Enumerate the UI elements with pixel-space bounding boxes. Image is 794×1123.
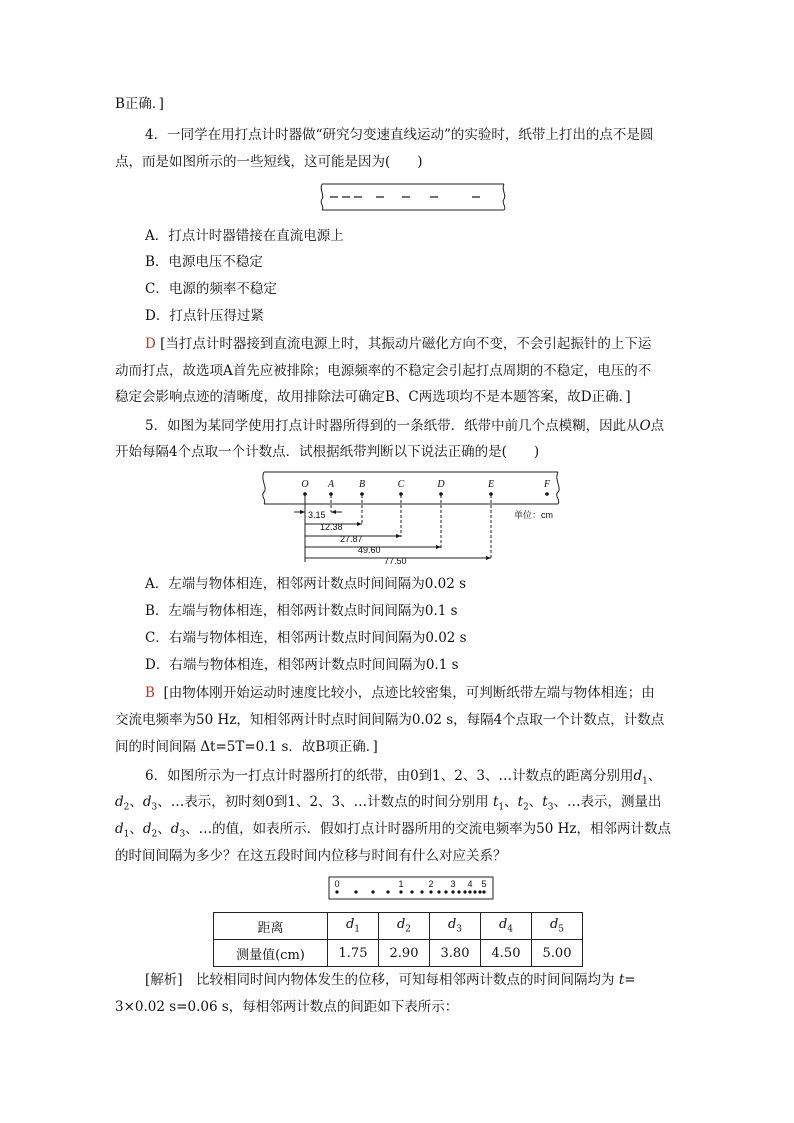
q4-option-c: C．电源的频率不稳定 [145, 281, 277, 297]
count-label-0: 0 [334, 879, 340, 889]
q5-option-c: C．右端与物体相连，相邻两计数点时间间隔为0.02 s [145, 630, 467, 646]
q4-answer-1: D [当打点计时器接到直流电源上时，其振动片磁化方向不变，不会引起振针的上下运 [145, 336, 652, 352]
q4-option-a: A．打点计时器错接在直流电源上 [145, 228, 344, 244]
point-label-C: C [397, 479, 405, 490]
q6-stem-3: $d_1$、$d_2$、$d_3$、…的值，如表所示．假如打点计时器所用的交流电频率为50 Hz，相邻两计数点 [115, 821, 672, 840]
q6-stem-4: 的时间间隔为多少？在这五段时间内位移与时间有什么对应关系？ [115, 848, 507, 864]
table-cell: $d_2$ [379, 913, 430, 940]
table-cell: $d_5$ [532, 913, 583, 940]
distance-label-OA: 3.15 [308, 510, 326, 520]
continuation-line: B正确．] [115, 96, 164, 112]
point-label-E: E [487, 479, 495, 490]
q4-answer-2: 动而打点，故选项A首先应被排除；电源频率的不稳定会引起打点周期的不稳定，电压的不 [115, 363, 652, 379]
q5-option-b: B．左端与物体相连，相邻两计数点时间间隔为0.1 s [145, 603, 458, 619]
point-label-F: F [543, 479, 551, 490]
q6-tape-figure [328, 876, 494, 900]
distance-label-OC: 27.87 [340, 534, 363, 544]
q4-answer-3: 稳定会影响点迹的清晰度，故用排除法可确定B、C两选项均不是本题答案，故D正确．] [115, 389, 631, 405]
q4-option-b: B．电源电压不稳定 [145, 254, 263, 270]
table-cell: 5.00 [532, 940, 583, 967]
point-label-O: O [301, 479, 309, 490]
distance-label-OB: 12.38 [320, 522, 343, 532]
q5-answer-1: B [由物体刚开始运动时速度比较小，点迹比较密集，可判断纸带左端与物体相连；由 [145, 685, 655, 701]
table-cell: 4.50 [481, 940, 532, 967]
q4-answer-letter: D [145, 336, 156, 352]
table-cell: $d_4$ [481, 913, 532, 940]
table-header-cell: 测量值(cm) [214, 940, 328, 967]
q5-option-d: D．右端与物体相连，相邻两计数点时间间隔为0.1 s [145, 657, 459, 673]
q5-option-a: A．左端与物体相连，相邻两计数点时间间隔为0.02 s [145, 576, 467, 592]
count-label-5: 5 [481, 879, 487, 889]
q6-stem-1: 6．如图所示为一打点计时器所打的纸带，由0到1、2、3、…计数点的距离分别用$d_1$、 [145, 768, 662, 787]
count-label-2: 2 [428, 879, 434, 889]
table-cell: 3.80 [430, 940, 481, 967]
table-cell: $d_1$ [328, 913, 379, 940]
table-row [214, 913, 583, 940]
q4-tape-figure [318, 181, 510, 213]
table-cell: $d_3$ [430, 913, 481, 940]
q4-stem-2: 点，而是如图所示的一些短线，这可能是因为( ) [115, 154, 423, 170]
count-label-1: 1 [398, 879, 404, 889]
solution-line-2: 3×0.02 s=0.06 s，每相邻两计数点的间距如下表所示： [115, 999, 459, 1015]
distance-label-OE: 77.50 [384, 556, 407, 566]
distance-label-OD: 49.60 [358, 545, 381, 555]
q5-answer-3: 间的时间间隔 Δt=5T=0.1 s．故B项正确．] [115, 739, 378, 755]
point-label-A: A [327, 479, 335, 490]
q5-stem-1: 5．如图为某同学使用打点计时器所得到的一条纸带．纸带中前几个点模糊，因此从O点 [145, 418, 665, 434]
table-cell: 2.90 [379, 940, 430, 967]
point-label-B: B [358, 479, 366, 490]
q5-answer-2: 交流电频率为50 Hz，知相邻两计时点时间间隔为0.02 s，每隔4个点取一个计数点，计数点 [115, 712, 665, 728]
q4-stem-1: 4．一同学在用打点计时器做“研究匀变速直线运动”的实验时，纸带上打出的点不是圆 [145, 127, 654, 143]
solution-line-1: [解析] 比较相同时间内物体发生的位移，可知每相邻两计数点的时间间隔均为 t= [145, 972, 636, 988]
unit-label: 单位：cm [514, 510, 553, 520]
q6-stem-2: $d_2$、$d_3$、…表示，初时刻0到1、2、3、…计数点的时间分别用 $t_1$、$t_2$、$t_3$、…表示，测量出 [115, 794, 662, 813]
table-row [214, 940, 583, 967]
q5-stem-2: 开始每隔4个点取一个计数点．试根据纸带判断以下说法正确的是( ) [115, 444, 540, 460]
table-header-cell: 距离 [214, 913, 328, 940]
q5-tape-figure [258, 470, 568, 566]
count-label-4: 4 [467, 879, 473, 889]
table-cell: 1.75 [328, 940, 379, 967]
count-label-3: 3 [450, 879, 456, 889]
q4-option-d: D．打点针压得过紧 [145, 308, 264, 324]
q5-answer-letter: B [145, 685, 155, 701]
measurement-table [213, 912, 583, 967]
point-label-D: D [437, 479, 445, 490]
